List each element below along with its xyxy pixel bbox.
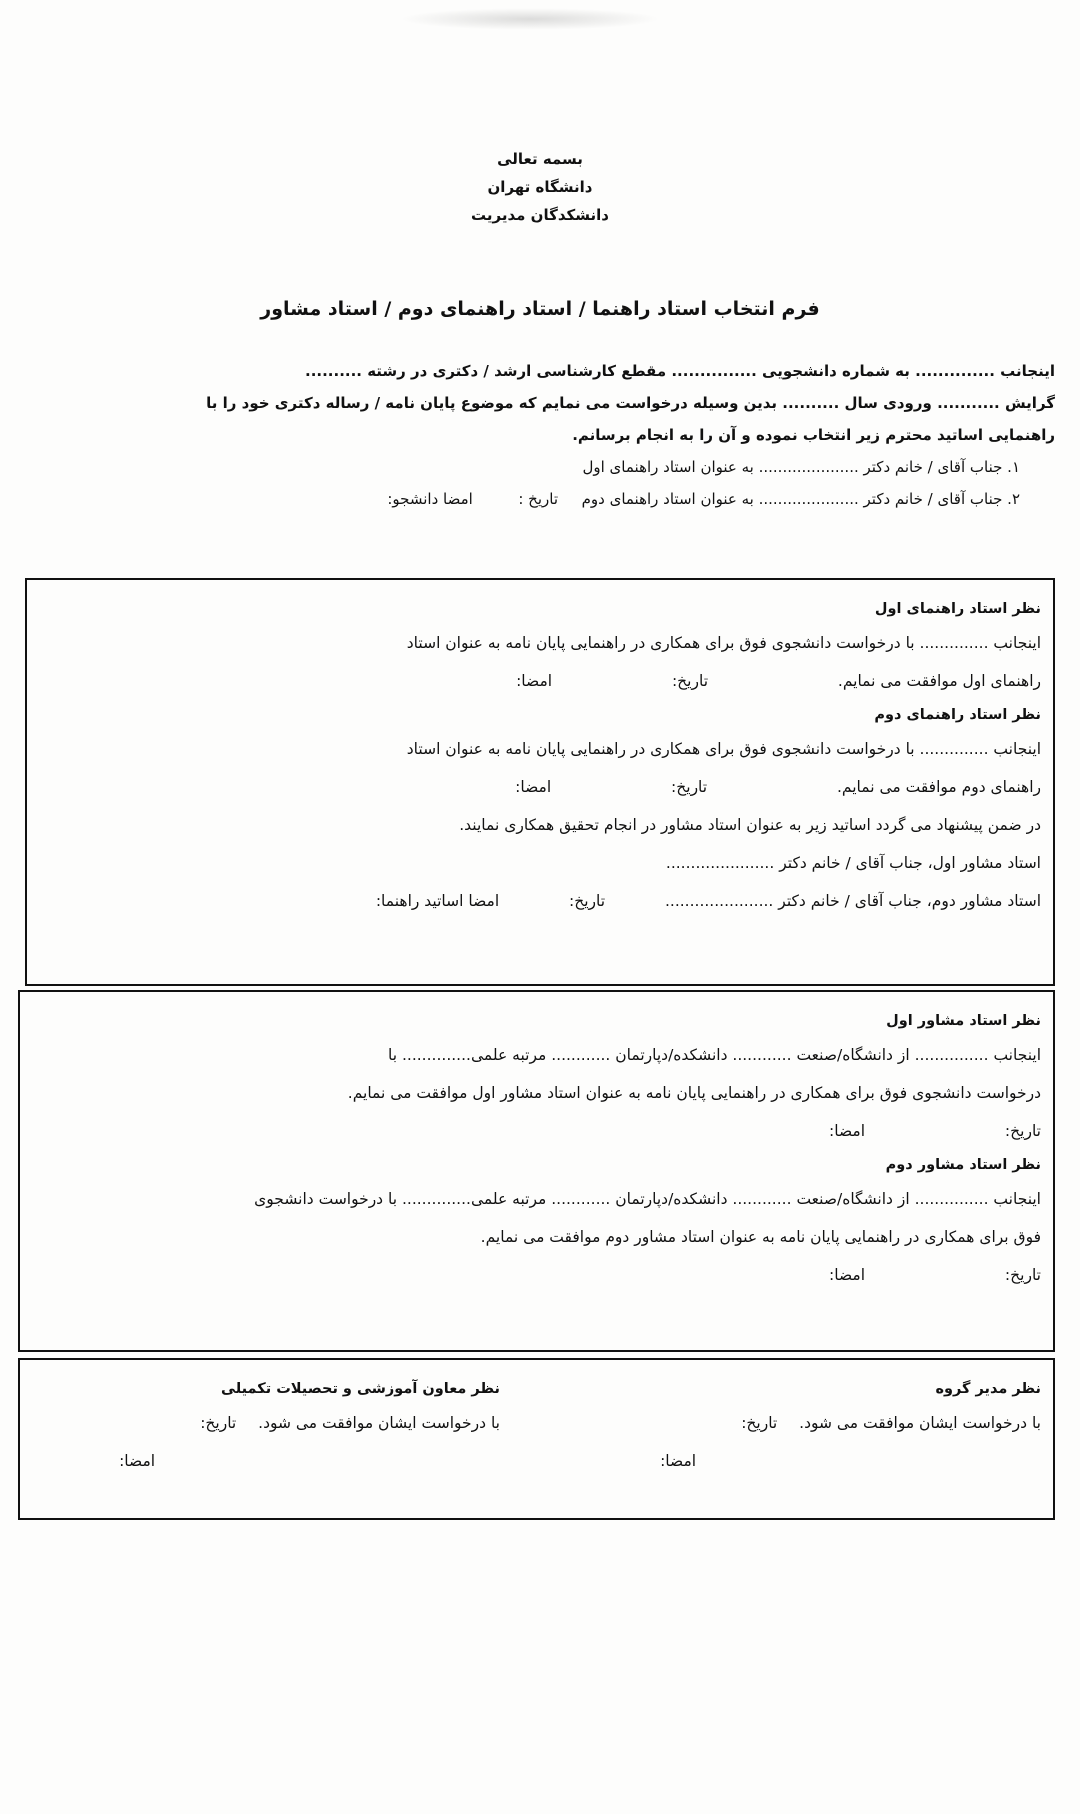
deputy-date-label: تاریخ:: [200, 1414, 237, 1432]
deputy-row: [80, 1404, 500, 1442]
request-line-2: گرایش ........... ورودی سال .......... بدین وسیله درخواست می نمایم که موضوع پایان نامه / رساله دکتری خود را با: [206, 394, 1055, 412]
first-consultant-sign-row: [32, 1112, 1041, 1150]
deputy-sign-label: امضا:: [119, 1452, 156, 1470]
advisors-sign-label: امضا اساتید راهنما:: [375, 892, 500, 910]
group-head-sign-label: امضا:: [660, 1452, 697, 1470]
suggested-consultant-1: استاد مشاور اول، جناب آقای / خانم دکتر ......................: [665, 854, 1041, 872]
form-title: فرم انتخاب استاد راهنما / استاد راهنمای دوم / استاد مشاور: [260, 298, 820, 320]
second-consultant-line-1: اینجانب ............... از دانشگاه/صنعت ............ دانشکده/دپارتمان ............ مرتبه علمی.............. با درخواست دانشجوی: [254, 1190, 1041, 1208]
request-line-3: راهنمایی اساتید محترم زیر انتخاب نموده و آن را به انجام برسانم.: [572, 426, 1055, 444]
request-line-1: اینجانب .............. به شماره دانشجویی ............... مقطع کارشناسی ارشد / دکتری در رشته ..........: [305, 362, 1055, 380]
group-head-row: [561, 1404, 1041, 1442]
first-advisor-sign-label: امضا:: [516, 672, 553, 690]
letterhead: [0, 145, 1080, 229]
first-consultant-line-2: درخواست دانشجوی فوق برای همکاری در راهنمایی پایان نامه به عنوان استاد مشاور اول موافقت می نمایم.: [347, 1084, 1041, 1102]
first-consultant-date-label: تاریخ:: [1004, 1122, 1041, 1140]
second-advisor-line-2-row: [39, 768, 1041, 806]
advisors-date-label: تاریخ:: [569, 892, 606, 910]
first-consultant-sign-label: امضا:: [829, 1122, 866, 1140]
faculty-name: دانشکدگان مدیریت: [471, 206, 609, 224]
bismillah-line: بسمه تعالی: [497, 150, 583, 168]
consultant-suggestion: در ضمن پیشنهاد می گردد اساتید زیر به عنوان استاد مشاور در انجام تحقیق همکاری نمایند.: [459, 816, 1041, 834]
advisor-opinion-box: [25, 578, 1055, 986]
first-advisor-line-2-row: [39, 662, 1041, 700]
student-sign-label: امضا دانشجو:: [387, 490, 473, 508]
deputy-column: [80, 1374, 500, 1480]
approval-box: [18, 1358, 1055, 1520]
scan-smudge: [400, 8, 660, 30]
consultant-opinion-box: [18, 990, 1055, 1352]
first-advisor-line-2: راهنمای اول موافقت می نمایم.: [837, 672, 1041, 690]
group-head-date-label: تاریخ:: [741, 1414, 778, 1432]
second-consultant-sign-row: [32, 1256, 1041, 1294]
suggested-consultant-2: استاد مشاور دوم، جناب آقای / خانم دکتر ......................: [664, 892, 1041, 910]
first-advisor-line-1: اینجانب .............. با درخواست دانشجوی فوق برای همکاری در راهنمایی پایان نامه به عنوان استاد: [406, 634, 1041, 652]
student-request-section: [25, 355, 1055, 515]
second-advisor-line-1: اینجانب .............. با درخواست دانشجوی فوق برای همکاری در راهنمایی پایان نامه به عنوان استاد: [406, 740, 1041, 758]
student-date-label: تاریخ :: [518, 490, 559, 508]
second-consultant-title: نظر استاد مشاور دوم: [885, 1157, 1041, 1173]
second-consultant-line-2: فوق برای همکاری در راهنمایی پایان نامه به عنوان استاد مشاور دوم موافقت می نمایم.: [480, 1228, 1041, 1246]
first-consultant-line-1: اینجانب ............... از دانشگاه/صنعت ............ دانشکده/دپارتمان ............ مرتبه علمی.............. با: [388, 1046, 1041, 1064]
suggested-consultant-2-row: [39, 882, 1041, 920]
second-consultant-date-label: تاریخ:: [1004, 1266, 1041, 1284]
first-consultant-title: نظر استاد مشاور اول: [886, 1013, 1041, 1029]
second-advisor-line-2: راهنمای دوم موافقت می نمایم.: [836, 778, 1041, 796]
advisor-choice-2: ۲. جناب آقای / خانم دکتر ..................... به عنوان استاد راهنمای دوم: [581, 490, 1020, 508]
first-advisor-title: نظر استاد راهنمای اول: [874, 601, 1041, 617]
group-head-column: [561, 1374, 1041, 1480]
second-consultant-sign-label: امضا:: [829, 1266, 866, 1284]
second-advisor-sign-label: امضا:: [515, 778, 552, 796]
deputy-sign-row: [80, 1442, 500, 1480]
second-advisor-date-label: تاریخ:: [671, 778, 708, 796]
group-head-sign-row: [561, 1442, 1041, 1480]
university-name: دانشگاه تهران: [487, 178, 593, 196]
first-advisor-date-label: تاریخ:: [671, 672, 709, 690]
group-head-title: نظر مدیر گروه: [935, 1381, 1041, 1397]
deputy-title: نظر معاون آموزشی و تحصیلات تکمیلی: [221, 1381, 500, 1397]
advisor-choice-2-row: [25, 483, 1055, 515]
second-advisor-title: نظر استاد راهنمای دوم: [874, 707, 1041, 723]
advisor-choice-1: ۱. جناب آقای / خانم دکتر ..................... به عنوان استاد راهنمای اول: [582, 458, 1020, 476]
group-head-text: با درخواست ایشان موافقت می شود.: [799, 1414, 1041, 1432]
deputy-text: با درخواست ایشان موافقت می شود.: [258, 1414, 500, 1432]
